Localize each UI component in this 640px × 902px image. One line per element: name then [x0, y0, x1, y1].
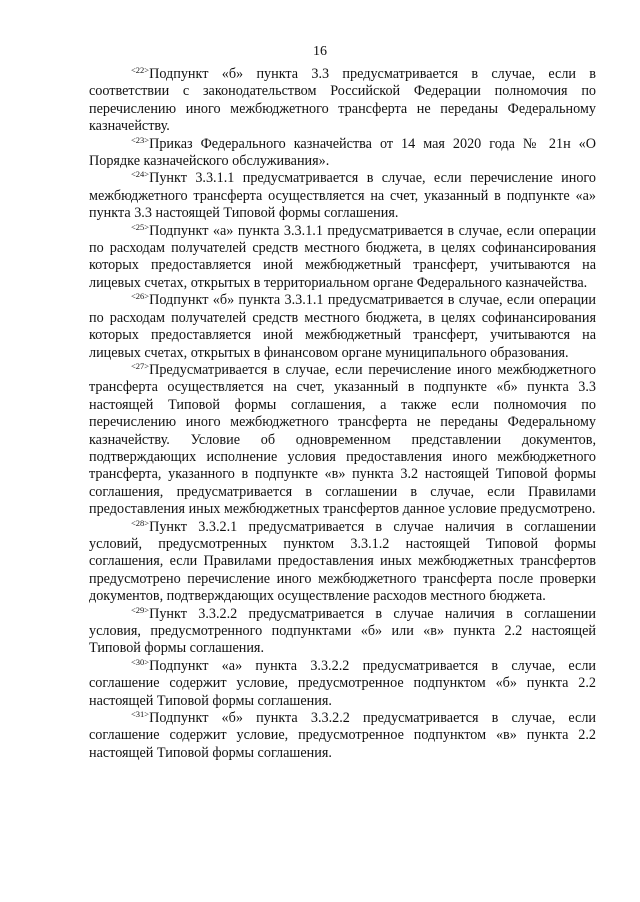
footnote-text: Подпункт «б» пункта 3.3 предусматривается в случае, если в соответствии с законодательством Российской Федерации полномочия по перечислению иного межбюджетного трансферта не переданы Федеральному казначейству. — [89, 66, 596, 135]
footnote-25 — [89, 223, 596, 293]
footnote-marker: <29> — [131, 604, 150, 615]
footnote-marker: <22> — [131, 65, 150, 75]
footnote-marker: <26> — [131, 291, 150, 302]
footnote-31 — [89, 710, 596, 762]
footnote-marker: <30> — [131, 656, 150, 667]
footnote-27 — [89, 362, 596, 519]
footnote-text: Приказ Федерального казначейства от 14 мая 2020 года № 21н «О Порядке казначейского обслуживания». — [89, 135, 596, 170]
footnote-marker: <25> — [131, 221, 150, 232]
footnote-marker: <31> — [131, 709, 150, 720]
footnote-marker: <28> — [131, 517, 150, 528]
footnote-text: Подпункт «а» пункта 3.3.2.2 предусматривается в случае, если соглашение содержит условие, предусмотренное подпунктом «б» пункта 2.2 настоящей Типовой формы соглашения. — [89, 657, 596, 709]
footnote-marker: <24> — [131, 169, 150, 180]
footnote-text: Подпункт «б» пункта 3.3.1.1 предусматривается в случае, если операции по расходам получателей средств местного бюджета, в целях софинансирования которых предоставляется иной межбюджетный трансферт, учитываются на лицевых счетах, открытых в финансовом органе муниципального образования. — [89, 292, 596, 361]
footnotes-list — [89, 66, 596, 762]
footnote-24 — [89, 170, 596, 222]
footnote-text: Подпункт «а» пункта 3.3.1.1 предусматривается в случае, если операции по расходам получателей средств местного бюджета, в целях софинансирования которых предоставляется иной межбюджетный трансферт, учитываются на лицевых счетах, открытых в территориальном органе Федерального казначейства. — [89, 222, 596, 291]
page-number: 16 — [313, 44, 327, 59]
footnote-29 — [89, 606, 596, 658]
footnote-30 — [89, 658, 596, 710]
footnote-text: Предусматривается в случае, если перечисление иного межбюджетного трансферта осуществляется на счет, указанный в подпункте «б» пункта 3.3 настоящей Типовой формы соглашения, а также если полномочия по перечислению иного межбюджетного трансферта не переданы Федеральному казначейству. Условие об одновременном представлении документов, подтверждающих исполнение условия предоставления иного межбюджетного трансферта, указанного в подпункте «в» пункта 3.2 настоящей Типовой формы соглашения, предусматривается в соглашении в случае, если Правилами предоставления иных межбюджетных трансфертов данное условие предусмотрено. — [89, 361, 596, 518]
footnote-28 — [89, 519, 596, 606]
footnote-marker: <23> — [131, 134, 150, 145]
footnote-22 — [89, 66, 596, 136]
footnote-text: Пункт 3.3.2.1 предусматривается в случае наличия в соглашении условий, предусмотренных пунктом 3.3.1.2 настоящей Типовой формы соглашения, если Правилами предоставления иных межбюджетных трансфертов предусмотрено перечисление иного межбюджетного трансферта после проверки документов, подтверждающих осуществление расходов местного бюджета. — [89, 518, 596, 605]
footnote-23 — [89, 136, 596, 171]
footnote-26 — [89, 292, 596, 362]
footnote-text: Пункт 3.3.2.2 предусматривается в случае наличия в соглашении условия, предусмотренного подпунктами «б» или «в» пункта 2.2 настоящей Типовой формы соглашения. — [89, 605, 596, 657]
footnote-marker: <27> — [131, 360, 150, 371]
footnote-text: Подпункт «б» пункта 3.3.2.2 предусматривается в случае, если соглашение содержит условие, предусмотренное подпунктом «в» пункта 2.2 настоящей Типовой формы соглашения. — [89, 710, 596, 761]
footnote-text: Пункт 3.3.1.1 предусматривается в случае, если перечисление иного межбюджетного трансферта осуществляется на счет, указанный в подпункте «а» пункта 3.3 настоящей Типовой формы соглашения. — [89, 170, 596, 222]
